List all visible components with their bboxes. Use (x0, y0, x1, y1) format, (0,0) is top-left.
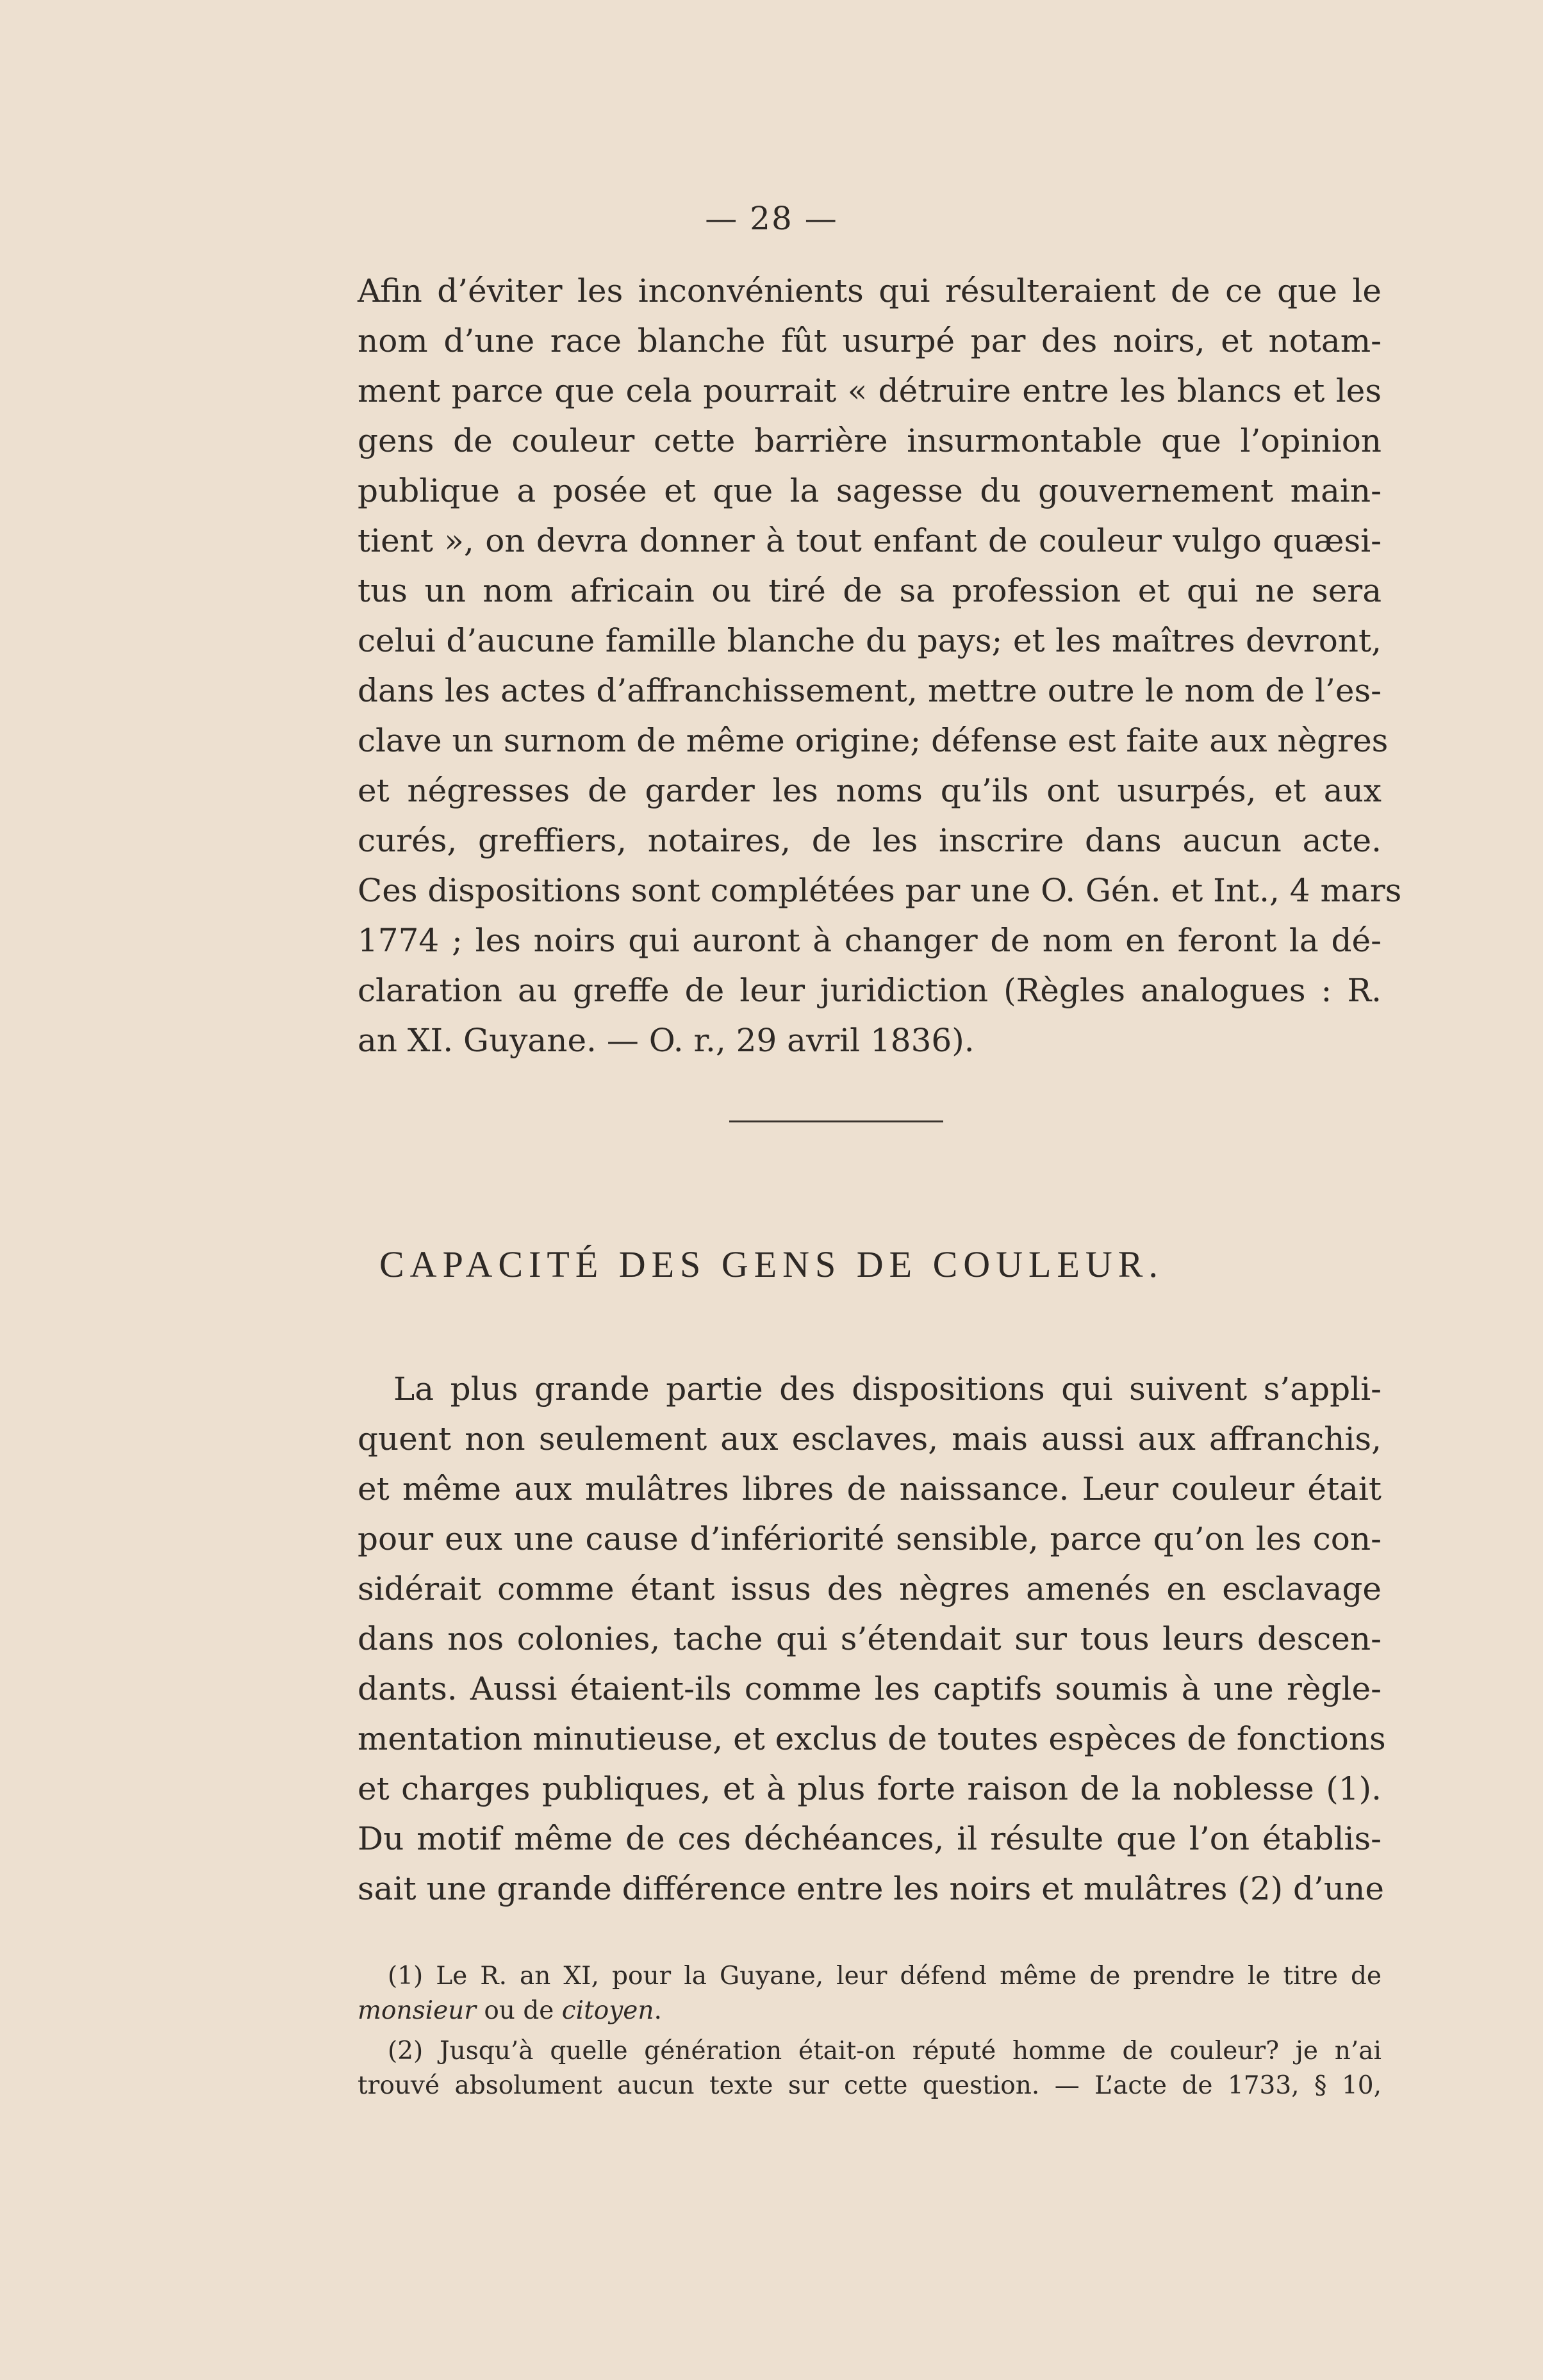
paragraph-line: dans les actes d’affranchissement, mettre outre le nom de l’es- (358, 672, 1382, 709)
paragraph-line: tient », on devra donner à tout enfant de couleur vulgo quæsi- (358, 522, 1382, 559)
paragraph-line: tus un nom africain ou tiré de sa profession et qui ne sera (358, 572, 1382, 609)
paragraph-line: mentation minutieuse, et exclus de toutes espèces de fonctions (358, 1720, 1386, 1757)
paragraph-line: sait une grande différence entre les noirs et mulâtres (2) d’une (358, 1870, 1384, 1907)
footnote-2-line-2: trouvé absolument aucun texte sur cette question. — L’acte de 1733, § 10, (358, 2071, 1382, 2100)
section-heading: CAPACITÉ DES GENS DE COULEUR. (379, 1243, 1164, 1285)
paragraph-line: ment parce que cela pourrait « détruire entre les blancs et les (358, 372, 1382, 409)
paragraph-line: 1774 ; les noirs qui auront à changer de nom en feront la dé- (358, 922, 1382, 959)
paragraph-line: claration au greffe de leur juridiction (Règles analogues : R. (358, 972, 1382, 1009)
paragraph-line: quent non seulement aux esclaves, mais aussi aux affranchis, (358, 1420, 1382, 1457)
paragraph-line: clave un surnom de même origine; défense est faite aux nègres (358, 722, 1389, 759)
paragraph-line: Du motif même de ces déchéances, il résulte que l’on établis- (358, 1820, 1382, 1857)
footnote-1-line-1: (1) Le R. an XI, pour la Guyane, leur défend même de prendre le titre de (388, 1962, 1382, 1990)
paragraph-line: dans nos colonies, tache qui s’étendait sur tous leurs descen- (358, 1620, 1382, 1657)
paragraph-line: Ces dispositions sont complétées par une O. Gén. et Int., 4 mars (358, 872, 1402, 909)
paragraph-line: pour eux une cause d’infériorité sensible, parce qu’on les con- (358, 1520, 1382, 1557)
paragraph-line: gens de couleur cette barrière insurmontable que l’opinion (358, 422, 1382, 459)
paragraph-line: publique a posée et que la sagesse du gouvernement main- (358, 472, 1382, 509)
paragraph-line: et même aux mulâtres libres de naissance. Leur couleur était (358, 1470, 1382, 1507)
section-divider (729, 1120, 943, 1122)
footnote-1-italic-citoyen: citoyen (561, 1996, 654, 2025)
paragraph-line: curés, greffiers, notaires, de les inscrire dans aucun acte. (358, 822, 1382, 859)
page-number: — 28 — (705, 200, 838, 237)
paragraph-line: La plus grande partie des dispositions qui suivent s’appli- (393, 1370, 1382, 1407)
footnote-2-line-1: (2) Jusqu’à quelle génération était-on réputé homme de couleur? je n’ai (388, 2037, 1382, 2065)
paragraph-line: Afin d’éviter les inconvénients qui résulteraient de ce que le (358, 272, 1382, 309)
paragraph-line: celui d’aucune famille blanche du pays; et les maîtres devront, (358, 622, 1382, 659)
paragraph-line: et charges publiques, et à plus forte raison de la noblesse (1). (358, 1770, 1382, 1807)
footnote-1-end: . (654, 1996, 662, 2025)
footnote-1-mid: ou de (475, 1996, 562, 2025)
footnote-1-line-2 (358, 1994, 1382, 2028)
paragraph-line: et négresses de garder les noms qu’ils ont usurpés, et aux (358, 772, 1382, 809)
paragraph-line: an XI. Guyane. — O. r., 29 avril 1836). (358, 1022, 975, 1059)
paragraph-line: dants. Aussi étaient-ils comme les captifs soumis à une règle- (358, 1670, 1382, 1707)
paragraph-line: nom d’une race blanche fût usurpé par des noirs, et notam- (358, 322, 1382, 359)
paragraph-line: sidérait comme étant issus des nègres amenés en esclavage (358, 1570, 1382, 1607)
footnote-1-italic-monsieur: monsieur (358, 1996, 476, 2025)
